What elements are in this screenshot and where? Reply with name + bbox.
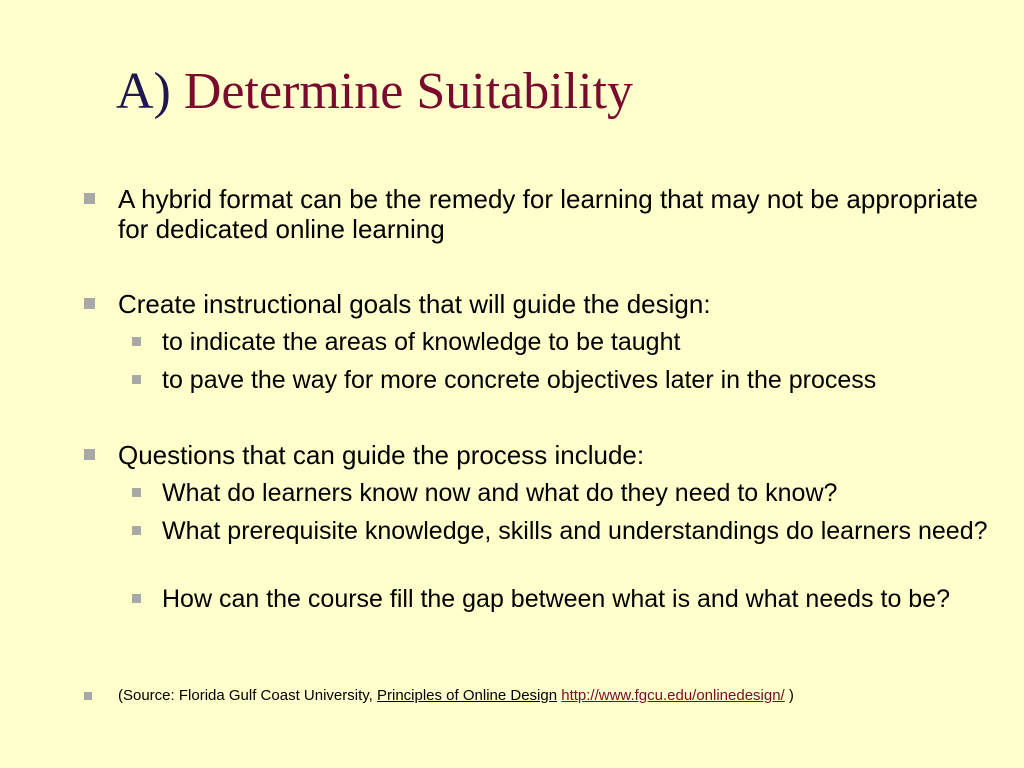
square-bullet-icon [132,337,141,346]
sub-bullet-text: to pave the way for more concrete objectives later in the process [162,366,877,394]
square-bullet-icon [132,488,141,497]
square-bullet-icon [84,193,95,204]
sub-bullet-text: to indicate the areas of knowledge to be taught [162,328,681,356]
sub-bullet-text: What do learners know now and what do they need to know? [162,479,838,507]
square-bullet-icon [84,692,92,700]
sub-bullet-text: What prerequisite knowledge, skills and understandings do learners need? [162,517,988,545]
sub-bullet-item [132,478,992,508]
book-title: Principles of Online Design [376,687,558,704]
bullet-item-hybrid-format [84,184,984,244]
bullet-text: A hybrid format can be the remedy for learning that may not be appropriate for dedicated online learning [118,184,978,244]
sub-bullet-text: How can the course fill the gap between what is and what needs to be? [162,585,951,613]
source-citation [84,686,984,710]
bullet-item-guiding-questions [84,440,984,470]
square-bullet-icon [132,594,141,603]
bullet-text: Create instructional goals that will guide the design: [118,289,711,319]
sub-bullet-item [132,516,992,576]
slide-title [116,62,633,122]
square-bullet-icon [132,526,141,535]
source-text [118,686,794,706]
square-bullet-icon [84,298,95,309]
square-bullet-icon [132,375,141,384]
sub-bullet-item [132,365,992,395]
sub-bullet-item [132,584,992,644]
source-link[interactable]: http://www.fgcu.edu/onlinedesign/ [561,687,785,704]
source-prefix: (Source: Florida Gulf Coast University, [118,687,377,704]
square-bullet-icon [84,449,95,460]
source-suffix: ) [784,687,794,704]
title-main: Determine Suitability [183,63,634,120]
title-prefix: A) [116,63,171,120]
sub-bullet-item [132,327,992,357]
bullet-text: Questions that can guide the process include: [118,440,645,470]
bullet-item-instructional-goals [84,289,984,319]
